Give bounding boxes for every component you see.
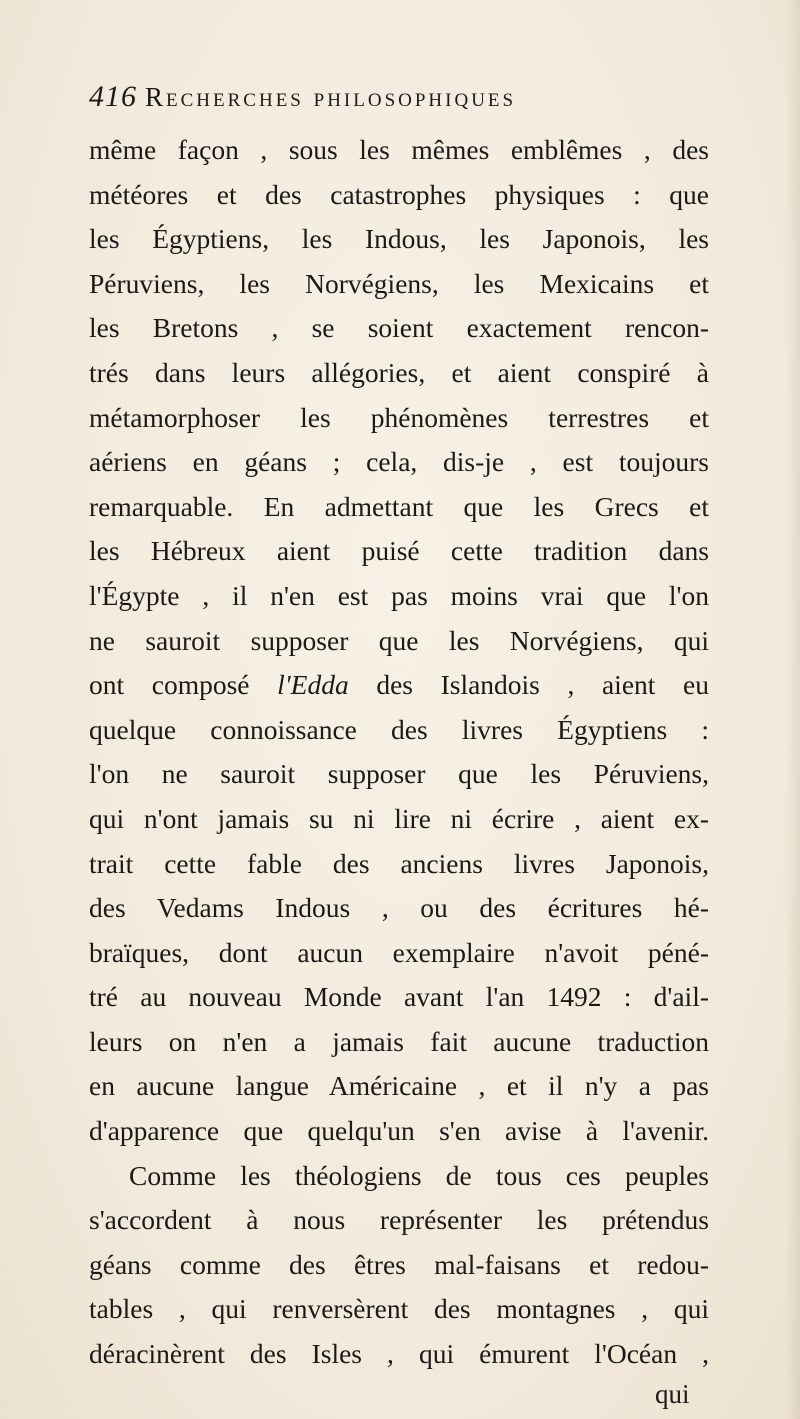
text-line: les Égyptiens, les Indous, les Japonois, les	[89, 223, 709, 255]
text-line: trés dans leurs allégories, et aient conspiré à	[89, 356, 709, 388]
text-line: d'apparence que quelqu'un s'en avise à l'avenir.	[89, 1115, 709, 1147]
text-line: braïques, dont aucun exemplaire n'avoit péné-	[89, 936, 709, 968]
text-line: déracinèrent des Isles , qui émurent l'Océan ,	[89, 1338, 709, 1370]
text-line: les Hébreux aient puisé cette tradition dans	[89, 535, 709, 567]
text-line: métamorphoser les phénomènes terrestres et	[89, 401, 709, 433]
text-line-with-italic	[89, 663, 709, 708]
text-line: météores et des catastrophes physiques : que	[89, 178, 709, 210]
italic-title-edda: l'Edda	[277, 669, 349, 701]
text-line: s'accordent à nous représenter les prétendus	[89, 1204, 709, 1236]
text-line: l'Égypte , il n'en est pas moins vrai que l'on	[89, 579, 709, 611]
text-line: leurs on n'en a jamais fait aucune traduction	[89, 1025, 709, 1057]
text-line: tré au nouveau Monde avant l'an 1492 : d'ail-	[89, 981, 709, 1013]
text-line: qui n'ont jamais su ni lire ni écrire , aient ex-	[89, 802, 709, 834]
text-line: ne sauroit supposer que les Norvégiens, qui	[89, 624, 709, 656]
text-line: des Vedams Indous , ou des écritures hé-	[89, 892, 709, 924]
text-line: Péruviens, les Norvégiens, les Mexicains et	[89, 267, 709, 299]
running-title-initial: R	[145, 82, 167, 112]
text-line-paragraph-start: Comme les théologiens de tous ces peuples	[129, 1159, 709, 1191]
text-line: les Bretons , se soient exactement rencon-	[89, 312, 709, 344]
text-line: aériens en géans ; cela, dis-je , est toujours	[89, 446, 709, 478]
text-line: même façon , sous les mêmes emblêmes , des	[89, 134, 709, 165]
text-segment: des Islandois , aient eu	[348, 669, 709, 701]
page-number: 416	[89, 80, 137, 113]
catchword: qui	[655, 1379, 690, 1409]
running-title-word-2: PHILOSOPHIQUES	[313, 90, 517, 111]
text-line: trait cette fable des anciens livres Japonois,	[89, 847, 709, 879]
page-edge-shadow	[786, 0, 800, 1419]
running-title	[145, 82, 516, 112]
text-segment: ont composé	[89, 669, 278, 701]
text-line: en aucune langue Américaine , et il n'y a pas	[89, 1070, 709, 1102]
text-line: remarquable. En admettant que les Grecs et	[89, 490, 709, 522]
text-line: quelque connoissance des livres Égyptiens :	[89, 713, 709, 745]
text-line: tables , qui renversèrent des montagnes , qui	[89, 1293, 709, 1325]
text-line: l'on ne sauroit supposer que les Péruviens,	[89, 758, 709, 790]
body-text	[89, 128, 709, 1377]
running-title-word-1: ECHERCHES	[166, 90, 304, 111]
running-header	[89, 80, 689, 120]
text-line: géans comme des êtres mal-faisans et redou-	[89, 1248, 709, 1280]
